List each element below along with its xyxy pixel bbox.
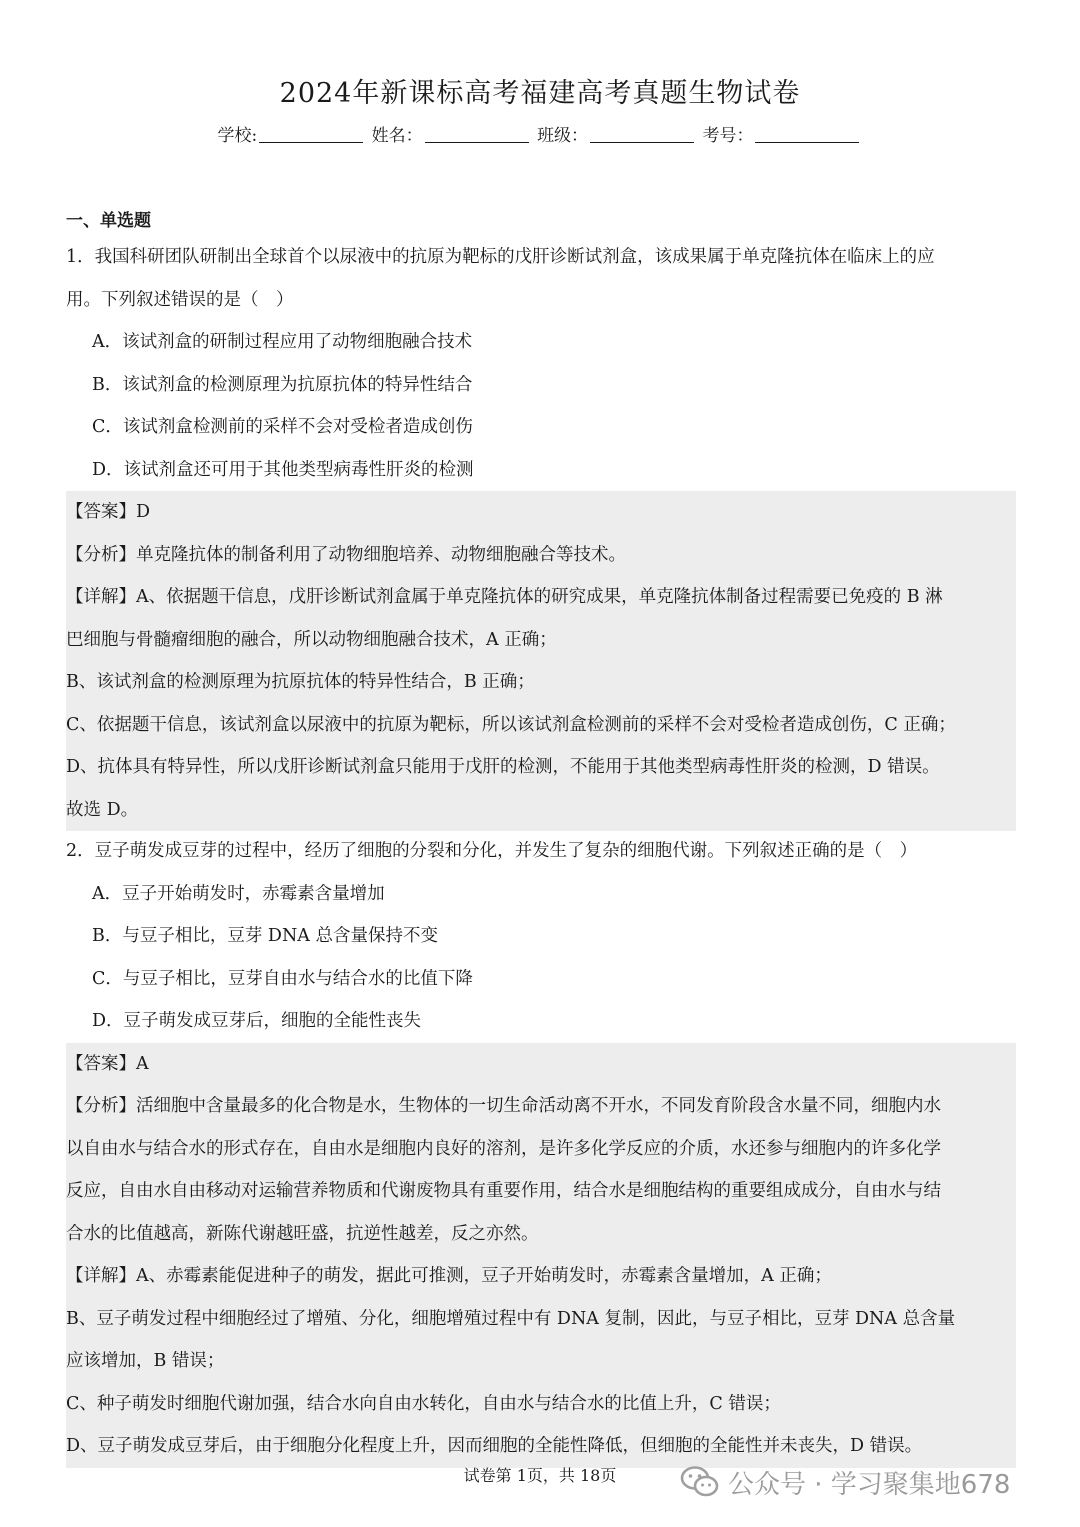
option-d: D．豆子萌发成豆芽后，细胞的全能性丧失 [92,1011,422,1031]
option-c: C．该试剂盒检测前的采样不会对受检者造成创伤 [92,417,473,437]
explanation-line: 【详解】A、赤霉素能促进种子的萌发，据此可推测，豆子开始萌发时，赤霉素含量增加，A 正确； [66,1266,832,1286]
section-title: 一、单选题 [66,211,151,231]
analysis-line: 【分析】活细胞中含量最多的化合物是水，生物体的一切生命活动离不开水，不同发育阶段含水量不同，细胞内水 [66,1096,941,1116]
option-a: A．该试剂盒的研制过程应用了动物细胞融合技术 [92,332,473,352]
question-stem-line: 1．我国科研团队研制出全球首个以尿液中的抗原为靶标的戊肝诊断试剂盒，该成果属于单克隆抗体在临床上的应 [66,247,935,267]
analysis-line: 以自由水与结合水的形式存在，自由水是细胞内良好的溶剂，是许多化学反应的介质，水还参与细胞内的许多化学 [66,1138,941,1159]
explanation-line: D、抗体具有特异性，所以戊肝诊断试剂盒只能用于戊肝的检测，不能用于其他类型病毒性肝炎的检测，D 错误。 [66,757,940,777]
class-blank[interactable] [590,122,694,143]
conclusion-line: 故选 D。 [66,799,139,820]
answer-box [66,1043,1016,1468]
wechat-icon [680,1465,720,1499]
exam-title: 2024年新课标高考福建高考真题生物试卷 [279,78,801,109]
answer-line: 【答案】D [66,502,151,522]
name-blank[interactable] [425,122,529,143]
option-a: A．豆子开始萌发时，赤霉素含量增加 [92,883,385,904]
watermark-text: 公众号 · 学习聚集地678 [728,1469,1011,1500]
explanation-line: C、依据题干信息，该试剂盒以尿液中的抗原为靶标，所以该试剂盒检测前的采样不会对受检者造成创伤，C 正确； [66,714,956,735]
exam-number-blank[interactable] [755,122,859,143]
analysis-line: 合水的比值越高，新陈代谢越旺盛，抗逆性越差，反之亦然。 [66,1223,539,1244]
question-2 [66,830,1016,1468]
explanation-line: 应该增加，B 错误； [66,1351,225,1371]
explanation-line: B、该试剂盒的检测原理为抗原抗体的特异性结合，B 正确； [66,672,535,692]
name-label: 姓名： [371,126,423,146]
watermark [680,1462,1010,1502]
option-b: B．该试剂盒的检测原理为抗原抗体的特异性结合 [92,374,473,395]
explanation-line: 巴细胞与骨髓瘤细胞的融合，所以动物细胞融合技术，A 正确； [66,629,557,650]
option-c: C．与豆子相比，豆芽自由水与结合水的比值下降 [92,968,473,989]
explanation-line: B、豆子萌发过程中细胞经过了增殖、分化，细胞增殖过程中有 DNA 复制，因此，与豆子相比，豆芽 DNA 总含量 [66,1308,956,1329]
exam-number-label: 考号： [702,126,754,146]
answer-line: 【答案】A [66,1053,149,1074]
analysis-line: 【分析】单克隆抗体的制备利用了动物细胞培养、动物细胞融合等技术。 [66,544,626,565]
option-d: D．该试剂盒还可用于其他类型病毒性肝炎的检测 [92,459,474,480]
option-b: B．与豆子相比，豆芽 DNA 总含量保持不变 [92,926,438,946]
question-1 [66,236,1016,831]
explanation-line: C、种子萌发时细胞代谢加强，结合水向自由水转化，自由水与结合水的比值上升，C 错误； [66,1393,781,1414]
question-stem-line: 2．豆子萌发成豆芽的过程中，经历了细胞的分裂和分化，并发生了复杂的细胞代谢。下列叙述正确的是（ ） [66,841,918,861]
school-label: 学校: [217,126,258,146]
student-info-row [0,122,1080,150]
class-label: 班级： [537,126,589,146]
explanation-line: D、豆子萌发成豆芽后，由于细胞分化程度上升，因而细胞的全能性降低，但细胞的全能性并未丧失，D 错误。 [66,1436,923,1456]
question-stem-line: 用。下列叙述错误的是（ ） [66,289,294,310]
analysis-line: 反应，自由水自由移动对运输营养物质和代谢废物具有重要作用，结合水是细胞结构的重要组成成分，自由水与结 [66,1181,941,1201]
explanation-line: 【详解】A、依据题干信息，戊肝诊断试剂盒属于单克隆抗体的研究成果，单克隆抗体制备过程需要已免疫的 B 淋 [66,587,943,607]
answer-box [66,491,1016,831]
school-blank[interactable] [259,122,363,143]
page-footer: 试卷第 1页，共 18页 [463,1466,617,1485]
